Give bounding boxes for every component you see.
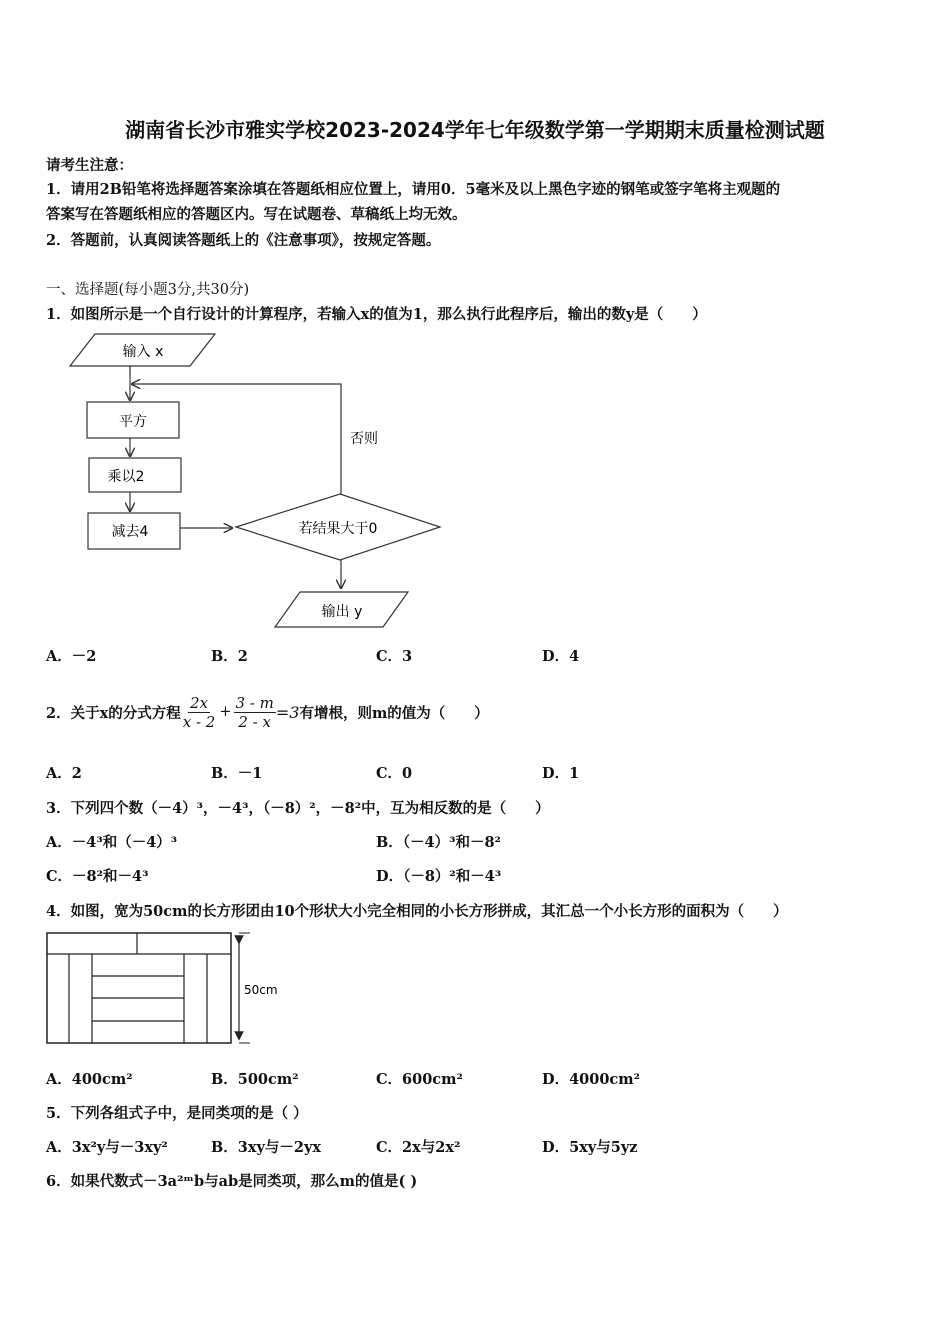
section-heading: 一、选择题(每小题3分,共30分) [46, 282, 250, 298]
q3-stem: 3．下列四个数（－4）³，－4³，（－8）²，－8²中，互为相反数的是（ ） [46, 800, 550, 817]
q2-plus: + [219, 704, 232, 720]
flow-minus4-label: 减去4 [111, 524, 149, 540]
flow-output-label: 输出 y [321, 604, 363, 620]
q2-eq: =3 [275, 702, 300, 722]
flow-no-label: 否则 [350, 431, 378, 447]
q2-pre: 2．关于x的分式方程 [46, 704, 181, 722]
flow-square-label: 平方 [119, 414, 147, 430]
q5-option-a: A．3x²y与－3xy² [46, 1139, 168, 1156]
q3-option-b: B．（－4）³和－8² [376, 834, 501, 851]
q4-option-b: B．500cm² [211, 1071, 299, 1088]
q2-f2-den: 2 - x [238, 712, 271, 731]
q1-option-a: A．－2 [46, 648, 97, 665]
q2-option-c: C．0 [376, 765, 413, 782]
q5-option-d: D．5xy与5yz [542, 1139, 638, 1156]
notice-line-2: 2．答题前，认真阅读答题纸上的《注意事项》，按规定答题。 [46, 232, 441, 249]
q5-option-b: B．3xy与－2yx [211, 1139, 322, 1156]
q3-option-d: D．（－8）²和－4³ [376, 868, 502, 885]
notice-line-1a: 1．请用2B铅笔将选择题答案涂填在答题纸相应位置上，请用0．5毫米及以上黑色字迹的钢笔或签字笔将主观题的 [46, 181, 781, 198]
outer-rectangle [47, 933, 231, 1043]
q3-option-a: A．－4³和（－4）³ [46, 834, 178, 851]
q2-f2-num: 3 - m [235, 693, 274, 712]
q2-option-d: D．1 [542, 765, 580, 782]
q4-option-d: D．4000cm² [542, 1071, 640, 1088]
notice-line-1b: 答案写在答题纸相应的答题区内。写在试题卷、草稿纸上均无效。 [46, 206, 467, 223]
q4-stem: 4．如图，宽为50cm的长方形团由10个形状大小完全相同的小长方形拼成，其汇总一个小长方形的面积为（ ） [46, 903, 788, 920]
q4-option-c: C．600cm² [376, 1071, 463, 1088]
q1-stem: 1．如图所示是一个自行设计的计算程序，若输入x的值为1，那么执行此程序后，输出的数y是（ ） [46, 306, 707, 323]
page-title: 湖南省长沙市雅实学校2023-2024学年七年级数学第一学期期末质量检测试题 [125, 118, 825, 142]
flowchart-diagram [60, 330, 450, 635]
q2-f1-num: 2x [190, 693, 209, 712]
dimension-label: 50cm [244, 983, 278, 997]
rectangle-diagram [44, 928, 284, 1048]
q6-stem: 6．如果代数式－3a²ᵐb与ab是同类项，那么m的值是( ) [46, 1173, 418, 1190]
q2-option-a: A．2 [46, 765, 82, 782]
q2-f1-den: x - 2 [182, 712, 216, 731]
q2-stem [46, 682, 489, 742]
q1-option-c: C．3 [376, 648, 413, 665]
q4-option-a: A．400cm² [46, 1071, 133, 1088]
q2-fraction-2 [234, 694, 276, 731]
q2-post: 有增根，则m的值为（ ） [299, 704, 489, 722]
q5-option-c: C．2x与2x² [376, 1139, 461, 1156]
notice-heading: 请考生注意： [46, 157, 133, 174]
q5-stem: 5．下列各组式子中，是同类项的是（ ） [46, 1105, 308, 1122]
q1-option-d: D．4 [542, 648, 580, 665]
q2-option-b: B．－1 [211, 765, 263, 782]
q1-option-b: B．2 [211, 648, 248, 665]
q3-option-c: C．－8²和－4³ [46, 868, 149, 885]
flow-times2-label: 乘以2 [107, 469, 145, 485]
flow-decision-label: 若结果大于0 [298, 521, 378, 537]
flow-input-label: 输入 x [122, 344, 164, 360]
q2-fraction-1 [181, 694, 218, 731]
